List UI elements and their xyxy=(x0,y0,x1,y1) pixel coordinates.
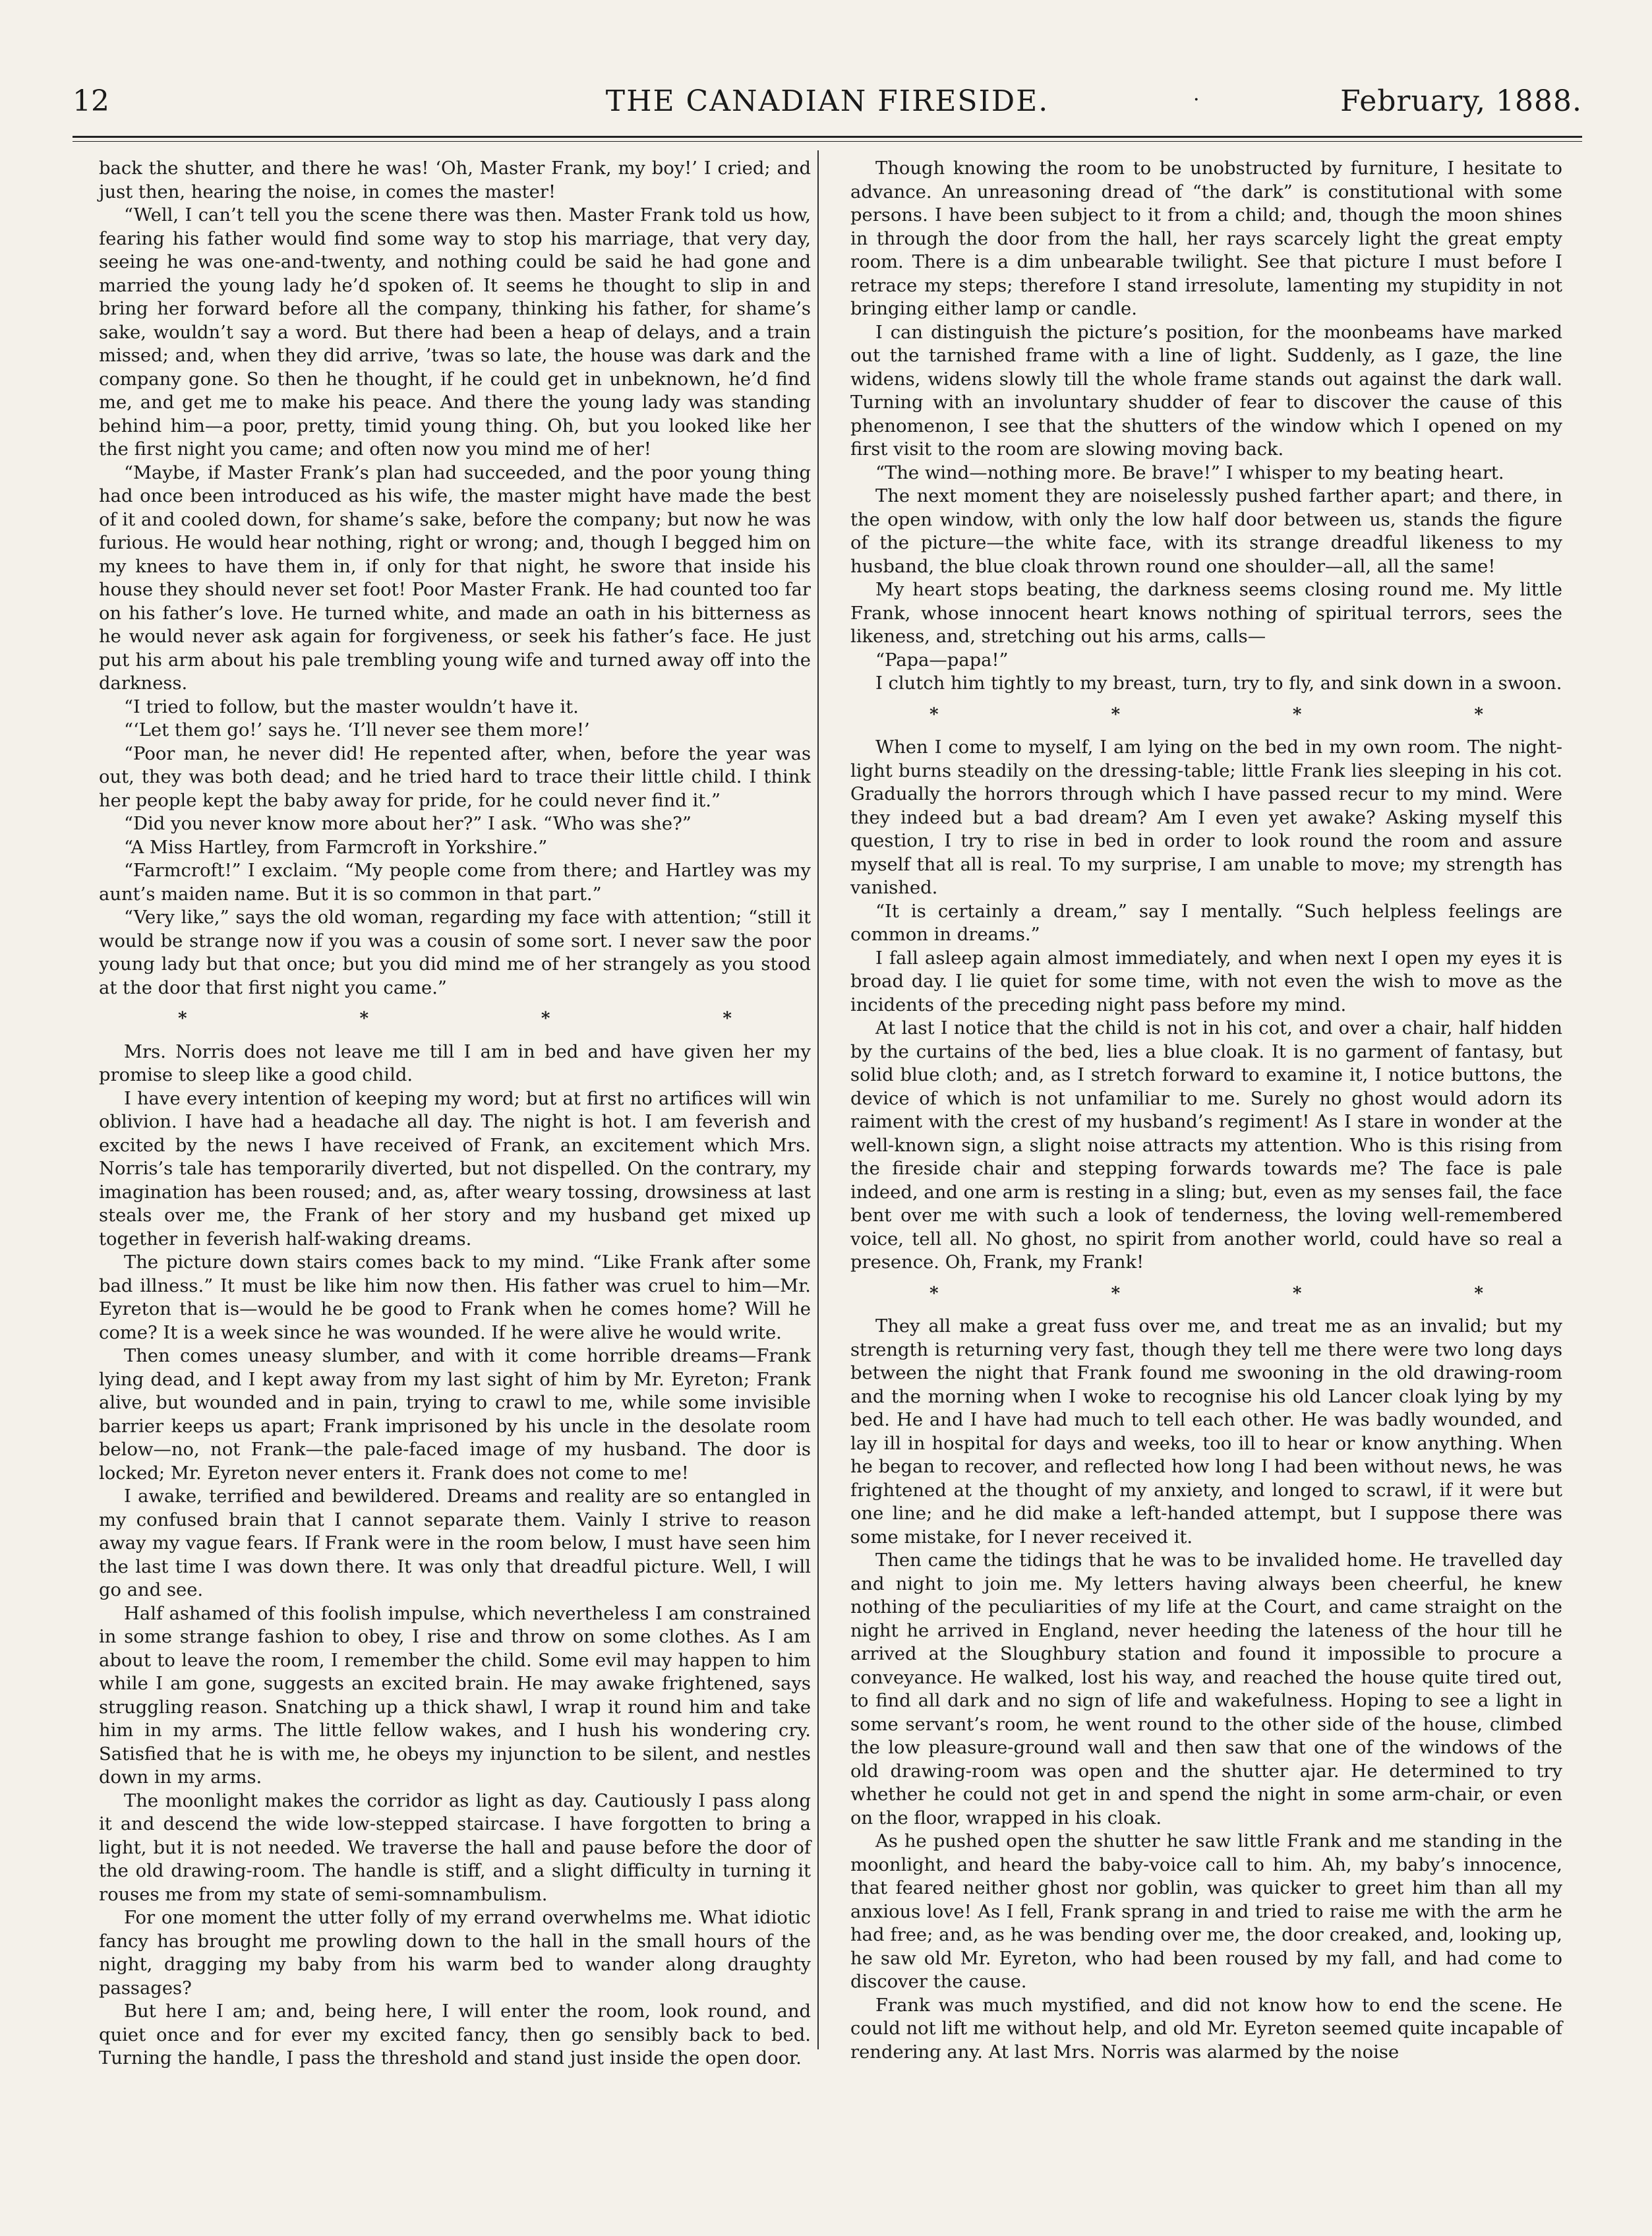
paragraph: “I tried to follow, but the master wouldn’t have it. xyxy=(124,696,579,717)
section-break xyxy=(178,1008,732,1031)
paragraph: The next moment they are noiselessly pushed farther apart; and there, in the open window, with only the low half door between us, stands the figure of the picture—the white face, with its strange dreadful likeness to my husband, the blue cloak thrown round one shoulder—all, all the same! xyxy=(850,486,1562,577)
star-glyph: * xyxy=(1474,704,1483,725)
star-glyph: * xyxy=(1111,1283,1121,1304)
header-rule-top xyxy=(73,136,1582,138)
paragraph: I clutch him tightly to my breast, turn, try to fly, and sink down in a swoon. xyxy=(875,673,1562,694)
paragraph: I have every intention of keeping my word; but at first no artifices will win oblivion. I have had a headache all day. The night is hot. I am feverish and excited by the news I have received of Frank, an excitement which Mrs. Norris’s tale has temporarily diverted, but not dispelled. On the contrary, my imagination has been roused; and, as, after weary tossing, drowsiness at last steals over me, the Frank of her story and my husband get mixed up together in feverish half-waking dreams. xyxy=(99,1088,811,1250)
paragraph: Then came the tidings that he was to be invalided home. He travelled day and night to join me. My letters having always been cheerful, he knew nothing of the peculiarities of my life at the Court, and came straight on the night he arrived in England, never heeding the lateness of the hour till he arrived at the Sloughbury station and found it impossible to procure a conveyance. He walked, lost his way, and reached the house quite tired out, to find all dark and no sign of life and wakefulness. Hoping to see a light in some servant’s room, he went round to the other side of the house, climbed the low pleasure-ground wall and then saw that one of the windows of the old drawing-room was open and the shutter ajar. He determined to try whether he could not get in and spend the night in some arm-chair, or even on the floor, wrapped in his cloak. xyxy=(850,1550,1562,1828)
paragraph: Half ashamed of this foolish impulse, which nevertheless I am constrained in some strange fashion to obey, I rise and throw on some clothes. As I am about to leave the room, I remember the child. Some evil may happen to him while I am gone, suggests an excited brain. He may awake frightened, says struggling reason. Snatching up a thick shawl, I wrap it round him and take him in my arms. The little fellow wakes, and I hush his wondering cry. Satisfied that he is with me, he obeys my injunction to be silent, and nestles down in my arms. xyxy=(99,1603,811,1788)
paragraph: When I come to myself, I am lying on the bed in my own room. The night-light burns steadily on the dressing-table; little Frank lies sleeping in his cot. Gradually the horrors through which I have passed recur to my mind. Were they indeed but a bad dream? Am I even yet awake? Asking myself this question, I try to rise in bed in order to look round the room and assure myself that all is real. To my surprise, I am unable to move; my strength has vanished. xyxy=(850,737,1562,898)
star-glyph: * xyxy=(1292,1283,1302,1304)
paragraph: I awake, terrified and bewildered. Dreams and reality are so entangled in my confused brain that I cannot separate them. Vainly I strive to reason away my vague fears. If Frank were in the room below, I must have seen him the last time I was down there. It was only that dreadful picture. Well, I will go and see. xyxy=(99,1486,811,1600)
star-glyph: * xyxy=(1111,704,1121,725)
paragraph: My heart stops beating, the darkness seems closing round me. My little Frank, whose innocent heart knows nothing of spiritual terrors, sees the likeness, and, stretching out his arms, calls— xyxy=(850,580,1562,647)
star-glyph: * xyxy=(541,1009,550,1029)
header-separator: · xyxy=(1193,88,1200,111)
paragraph: “Papa—papa!” xyxy=(875,650,1009,671)
paragraph: “Maybe, if Master Frank’s plan had succeeded, and the poor young thing had once been introduced as his wife, the master might have made the best of it and cooled down, for shame’s sake, before the company; but now he was furious. He would hear nothing, right or wrong; and, though I begged him on my knees to have them in, if only for that night, he swore that inside his house they should never set foot! Poor Master Frank. He had counted too far on his father’s love. He turned white, and made an oath in his bitterness as he would never ask again for forgiveness, or seek his father’s face. He just put his arm about his pale trembling young wife and turned away off into the darkness. xyxy=(99,462,811,694)
page-number: 12 xyxy=(73,84,109,118)
paragraph: As he pushed open the shutter he saw little Frank and me standing in the moonlight, and heard the baby-voice call to him. Ah, my baby’s innocence, that feared neither ghost nor goblin, was quicker to greet him than all my anxious love! As I fell, Frank sprang in and tried to raise me with the arm he had free; and, as he was bending over me, the door creaked, and, looking up, he saw old Mr. Eyreton, who had been roused by my fall, and had come to discover the cause. xyxy=(850,1831,1562,1992)
paragraph: “‘Let them go!’ says he. ‘I’ll never see them more!’ xyxy=(124,720,590,740)
paragraph: Frank was much mystified, and did not know how to end the scene. He could not lift me without help, and old Mr. Eyreton seemed quite incapable of rendering any. At last Mrs. Norris was alarmed by the noise xyxy=(850,1995,1562,2063)
page-header xyxy=(73,84,1582,131)
star-glyph: * xyxy=(929,1283,939,1304)
issue-date: February, 1888. xyxy=(1340,84,1582,118)
star-glyph: * xyxy=(178,1009,187,1029)
paragraph: For one moment the utter folly of my errand overwhelms me. What idiotic fancy has brought me prowling down to the hall in the small hours of the night, dragging my baby from his warm bed to wander along draughty passages? xyxy=(99,1908,811,1999)
paragraph: But here I am; and, being here, I will enter the room, look round, and quiet once and for ever my excited fancy, then go sensibly back to bed. Turning the handle, I pass the threshold and stand just inside the open door. xyxy=(99,2001,811,2069)
paragraph: “Did you never know more about her?” I ask. “Who was she?” xyxy=(124,814,692,834)
paragraph: “It is certainly a dream,” say I mentally. “Such helpless feelings are common in dreams.” xyxy=(850,901,1562,945)
paragraph: “Poor man, he never did! He repented after, when, before the year was out, they was both dead; and he tried hard to trace their little child. I think her people kept the baby away for pride, for he could never find it.” xyxy=(99,743,811,811)
paragraph: Mrs. Norris does not leave me till I am in bed and have given her my promise to sleep like a good child. xyxy=(99,1041,811,1085)
paragraph: Then comes uneasy slumber, and with it come horrible dreams—Frank lying dead, and I kept away from my last sight of him by Mr. Eyreton; Frank alive, but wounded and in pain, trying to crawl to me, while some invisible barrier keeps us apart; Frank imprisoned by his uncle in the desolate room below—no, not Frank—the pale-faced image of my husband. The door is locked; Mr. Eyreton never enters it. Frank does not come to me! xyxy=(99,1346,811,1484)
masthead-title: THE CANADIAN FIRESIDE. xyxy=(605,84,1049,118)
star-glyph: * xyxy=(1292,704,1302,725)
paragraph: They all make a great fuss over me, and treat me as an invalid; but my strength is returning very fast, though they tell me there were two long days between the night that Frank found me swooning in the old drawing-room and the morning when I woke to recognise his old Lancer cloak lying by my bed. He and I have had much to tell each other. He was badly wounded, and lay ill in hospital for days and weeks, too ill to hear or know anything. When he began to recover, and reflected how long I had been without news, he was frightened at the thought of my anxiety, and longed to scrawl, if it were but one line; and he did make a left-handed attempt, but I suppose there was some mistake, for I never received it. xyxy=(850,1316,1562,1548)
header-rule-bottom xyxy=(73,141,1582,142)
paragraph: At last I notice that the child is not in his cot, and over a chair, half hidden by the curtains of the bed, lies a blue cloak. It is no garment of fantasy, but solid blue cloth; and, as I stretch forward to examine it, I notice buttons, the device of which is not unfamiliar to me. Surely no ghost would adorn its raiment with the crest of my husband’s regiment! As I stare in wonder at the well-known sign, a slight noise attracts my attention. Who is this rising from the fireside chair and stepping forwards towards me? The face is pale indeed, and one arm is resting in a sling; but, even as my senses fail, the face bent over me with such a look of tenderness, the loving well-remembered voice, tell all. No ghost, no spirit from another world, could have so real a presence. Oh, Frank, my Frank! xyxy=(850,1018,1562,1273)
paragraph: back the shutter, and there he was! ‘Oh, Master Frank, my boy!’ I cried; and just then, hearing the noise, in comes the master! xyxy=(99,158,811,202)
paragraph: I fall asleep again almost immediately, and when next I open my eyes it is broad day. I lie quiet for some time, with not even the wish to move as the incidents of the preceding night pass before my mind. xyxy=(850,948,1562,1015)
paragraph: “Farmcroft!” I exclaim. “My people come from there; and Hartley was my aunt’s maiden name. But it is so common in that part.” xyxy=(99,861,811,905)
paragraph: Though knowing the room to be unobstructed by furniture, I hesitate to advance. An unreasoning dread of “the dark” is constitutional with some persons. I have been subject to it from a child; and, though the moon shines in through the door from the hall, her rays scarcely light the great empty room. There is a dim unbearable twilight. See that picture I must before I retrace my steps; therefore I stand irresolute, lamenting my stupidity in not bringing either lamp or candle. xyxy=(850,158,1562,319)
paragraph: The moonlight makes the corridor as light as day. Cautiously I pass along it and descend the wide low-stepped staircase. I have forgotten to bring a light, but it is not needed. We traverse the hall and pause before the door of the old drawing-room. The handle is stiff, and a slight difficulty in turning it rouses me from my state of semi-somnambulism. xyxy=(99,1790,811,1905)
paragraph: “The wind—nothing more. Be brave!” I whisper to my beating heart. xyxy=(875,462,1504,483)
right-column xyxy=(850,157,1562,2064)
star-glyph: * xyxy=(1474,1283,1483,1304)
paragraph: “Well, I can’t tell you the scene there was then. Master Frank told us how, fearing his father would find some way to stop his marriage, that very day, seeing he was one-and-twenty, and nothing could be said he had gone and married the young lady he’d spoken of. It seems he thought to slip in and bring her forward before all the company, thinking his father, for shame’s sake, wouldn’t say a word. But there had been a heap of delays, and a train missed; and, when they did arrive, ’twas so late, the house was dark and the company gone. So then he thought, if he could get in unbeknown, he’d find me, and get me to make his peace. And there the young lady was standing behind him—a poor, pretty, timid young thing. Oh, but you looked like her the first night you came; and often now you mind me of her! xyxy=(99,205,811,460)
paragraph: I can distinguish the picture’s position, for the moonbeams have marked out the tarnished frame with a line of light. Suddenly, as I gaze, the line widens, widens slowly till the whole frame stands out against the dark wall. Turning with an involuntary shudder of fear to discover the cause of this phenomenon, I see that the shutters of the window which I opened on my first visit to the room are slowing moving back. xyxy=(850,322,1562,460)
section-break xyxy=(929,704,1483,727)
star-glyph: * xyxy=(723,1009,732,1029)
section-break xyxy=(929,1283,1483,1306)
left-column xyxy=(99,157,811,2070)
paragraph: “Very like,” says the old woman, regarding my face with attention; “still it would be strange now if you was a cousin of some sort. I never saw the poor young lady but that once; but you did mind me of her strangely as you stood at the door that first night you came.” xyxy=(99,907,811,998)
paragraph: The picture down stairs comes back to my mind. “Like Frank after some bad illness.” It must be like him now then. His father was cruel to him—Mr. Eyreton that is—would he be good to Frank when he comes home? Will he come? It is a week since he was wounded. If he were alive he would write. xyxy=(99,1252,811,1343)
paragraph: “A Miss Hartley, from Farmcroft in Yorkshire.” xyxy=(124,837,548,858)
star-glyph: * xyxy=(929,704,939,725)
column-divider xyxy=(817,150,819,2049)
star-glyph: * xyxy=(359,1009,369,1029)
